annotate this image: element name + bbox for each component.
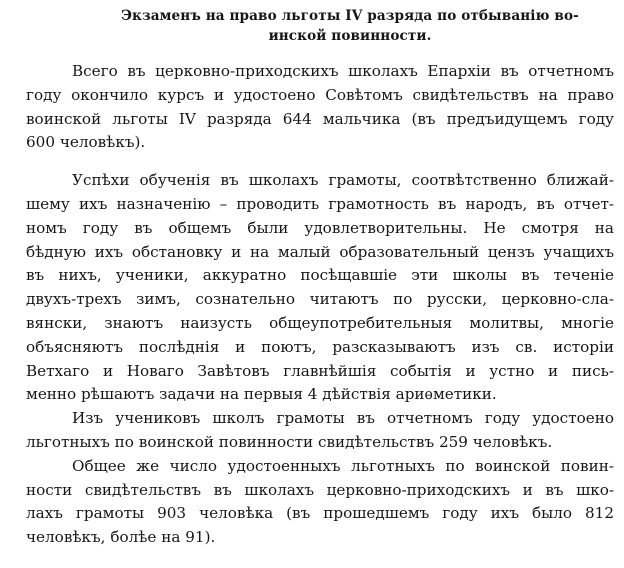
paragraph-literacy-certificates	[26, 407, 614, 455]
text-line: вянски, знаютъ наизусть общеупотребительныя молитвы, многіе	[26, 313, 614, 332]
text-line: воинской льготы IV разряда 644 мальчика (въ предъидущемъ году	[26, 109, 614, 128]
text-line: году окончило курсъ и удостоено Совѣтомъ свидѣтельствъ на право	[26, 85, 614, 104]
text-line: лахъ грамоты 903 человѣка (въ прошедшемъ году ихъ было 812	[26, 504, 614, 523]
text-line: двухъ-трехъ зимъ, сознательно читаютъ по русски, церковно-сла-	[26, 290, 614, 309]
text-line: 600 человѣкъ).	[26, 133, 146, 152]
text-line: шему ихъ назначенію – проводить грамотность въ народъ, въ отчет-	[26, 194, 614, 213]
text-line: номъ году въ общемъ были удовлетворительны. Не смотря на	[26, 218, 614, 237]
text-line: менно рѣшаютъ задачи на первыя 4 дѣйствія ариѳметики.	[26, 385, 497, 404]
text-line: ности свидѣтельствъ въ школахъ церковно-приходскихъ и въ шко-	[26, 480, 614, 499]
text-line: объясняютъ послѣднія и поютъ, разсказываютъ изъ св. исторіи	[26, 337, 614, 356]
text-line: Общее же число удостоенныхъ льготныхъ по воинской повин-	[72, 456, 614, 475]
paragraph-gap	[26, 155, 614, 169]
paragraph-total-certificates	[26, 455, 614, 550]
paragraph-total-graduates	[26, 60, 614, 155]
text-line: Изъ учениковъ школъ грамоты въ отчетномъ году удостоено	[72, 409, 614, 428]
heading-line: Экзаменъ на право льготы IV разряда по отбыванію во-	[121, 8, 579, 24]
text-line: въ нихъ, ученики, аккуратно посѣщавшіе эти школы въ теченіе	[26, 266, 614, 285]
text-line: человѣкъ, болѣе на 91).	[26, 528, 216, 547]
text-line: Успѣхи обученія въ школахъ грамоты, соотвѣтственно ближай-	[72, 171, 614, 190]
text-line: льготныхъ по воинской повинности свидѣтельствъ 259 человѣкъ.	[26, 432, 553, 451]
text-line: бѣдную ихъ обстановку и на малый образовательный цензъ учащихъ	[26, 242, 614, 261]
text-line: Всего въ церковно-приходскихъ школахъ Епархіи въ отчетномъ	[72, 62, 614, 80]
paragraph-literacy-schools	[26, 169, 614, 407]
section-heading	[86, 6, 614, 46]
text-line: Ветхаго и Новаго Завѣтовъ главнѣйшія событія и устно и пись-	[26, 361, 614, 380]
heading-line: инской повинности.	[268, 28, 432, 44]
